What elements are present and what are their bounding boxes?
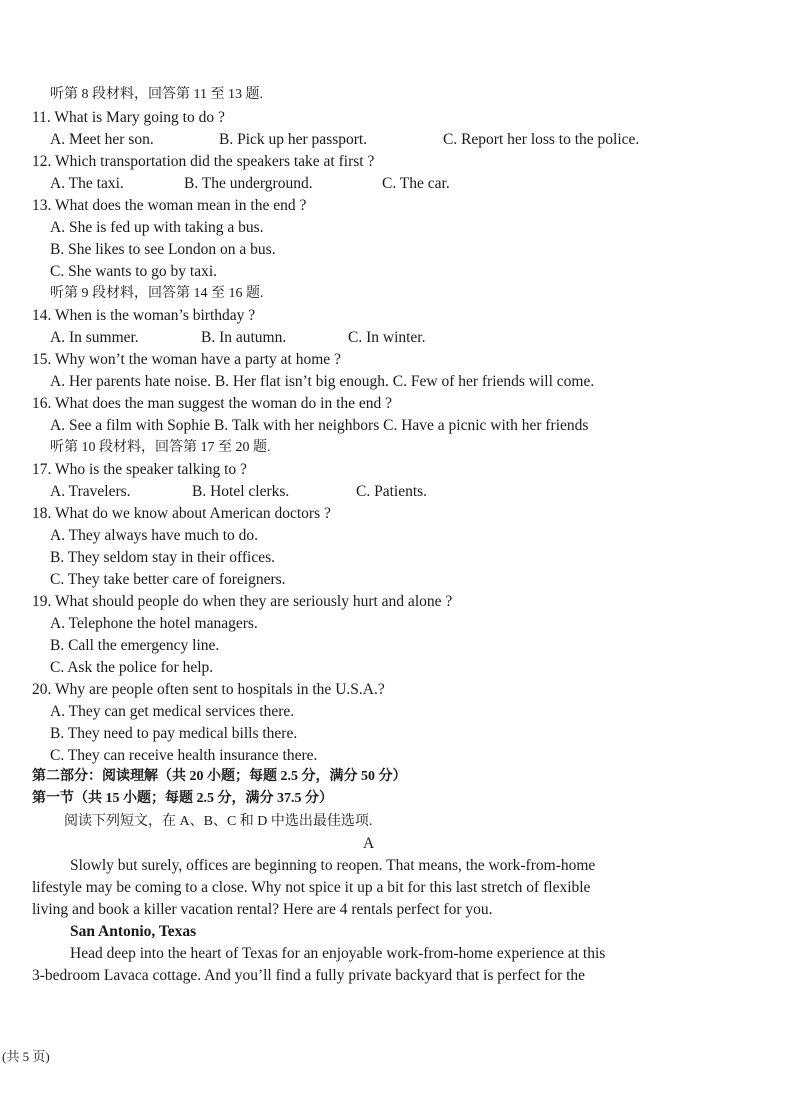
listening-instruction-9: 听第 9 段材料，回答第 14 至 16 题. (50, 286, 264, 301)
option-a: A. The taxi. (50, 175, 124, 192)
page-footer: (共 5 页) (2, 1049, 50, 1064)
option-a: A. Travelers. (50, 483, 131, 500)
passage-subheading: San Antonio, Texas (70, 923, 197, 940)
question-13: 13. What does the woman mean in the end ? (32, 197, 307, 214)
option-c: C. Patients. (356, 483, 428, 500)
passage-para2-line2: 3-bedroom Lavaca cottage. And you’ll find a fully private backyard that is perfect for the (32, 967, 586, 984)
question-20-option-c: C. They can receive health insurance there. (50, 747, 318, 764)
question-17: 17. Who is the speaker talking to ? (32, 461, 247, 478)
reading-part-title: 第二部分：阅读理解（共 20 小题；每题 2.5 分，满分 50 分） (32, 769, 407, 784)
question-19-option-c: C. Ask the police for help. (50, 659, 214, 676)
question-18-option-b: B. They seldom stay in their offices. (50, 549, 275, 566)
reading-instruction: 阅读下列短文，在 A、B、C 和 D 中选出最佳选项. (64, 814, 373, 829)
option-a: A. Meet her son. (50, 131, 154, 148)
question-13-option-a: A. She is fed up with taking a bus. (50, 219, 264, 236)
question-13-option-b: B. She likes to see London on a bus. (50, 241, 276, 258)
question-15: 15. Why won’t the woman have a party at home ? (32, 351, 341, 368)
question-16-options: A. See a film with Sophie B. Talk with her neighbors C. Have a picnic with her friends (50, 417, 589, 434)
question-19: 19. What should people do when they are seriously hurt and alone ? (32, 593, 453, 610)
question-18-option-c: C. They take better care of foreigners. (50, 571, 286, 588)
question-11-options (50, 130, 639, 150)
question-18: 18. What do we know about American doctors ? (32, 505, 331, 522)
option-b: B. Pick up her passport. (219, 131, 368, 148)
passage-para2-line1: Head deep into the heart of Texas for an enjoyable work-from-home experience at this (70, 945, 606, 962)
option-b: B. Hotel clerks. (192, 483, 290, 500)
option-c: C. Report her loss to the police. (443, 131, 640, 148)
question-16: 16. What does the man suggest the woman do in the end ? (32, 395, 393, 412)
question-19-option-a: A. Telephone the hotel managers. (50, 615, 258, 632)
question-13-option-c: C. She wants to go by taxi. (50, 263, 218, 280)
option-c: C. The car. (382, 175, 450, 192)
question-12-options (50, 174, 450, 194)
question-20: 20. Why are people often sent to hospitals in the U.S.A.? (32, 681, 385, 698)
question-20-option-a: A. They can get medical services there. (50, 703, 295, 720)
question-11: 11. What is Mary going to do ? (32, 109, 225, 126)
passage-para1-line1: Slowly but surely, offices are beginning to reopen. That means, the work-from-home (70, 857, 596, 874)
question-14: 14. When is the woman’s birthday ? (32, 307, 256, 324)
option-c: C. In winter. (348, 329, 426, 346)
option-b: B. The underground. (184, 175, 313, 192)
question-15-options: A. Her parents hate noise. B. Her flat isn’t big enough. C. Few of her friends will come. (50, 373, 595, 390)
passage-label: A (363, 835, 375, 852)
option-a: A. In summer. (50, 329, 139, 346)
passage-para1-line3: living and book a killer vacation rental? Here are 4 rentals perfect for you. (32, 901, 493, 918)
reading-section-title: 第一节（共 15 小题；每题 2.5 分，满分 37.5 分） (32, 791, 333, 806)
question-19-option-b: B. Call the emergency line. (50, 637, 220, 654)
question-20-option-b: B. They need to pay medical bills there. (50, 725, 298, 742)
question-18-option-a: A. They always have much to do. (50, 527, 259, 544)
listening-instruction-10: 听第 10 段材料，回答第 17 至 20 题. (50, 440, 271, 455)
question-14-options (50, 328, 426, 348)
question-17-options (50, 482, 427, 502)
question-12: 12. Which transportation did the speakers take at first ? (32, 153, 375, 170)
passage-para1-line2: lifestyle may be coming to a close. Why not spice it up a bit for this last stretch of flexible (32, 879, 591, 896)
option-b: B. In autumn. (201, 329, 287, 346)
listening-instruction-8: 听第 8 段材料，回答第 11 至 13 题. (50, 87, 263, 102)
